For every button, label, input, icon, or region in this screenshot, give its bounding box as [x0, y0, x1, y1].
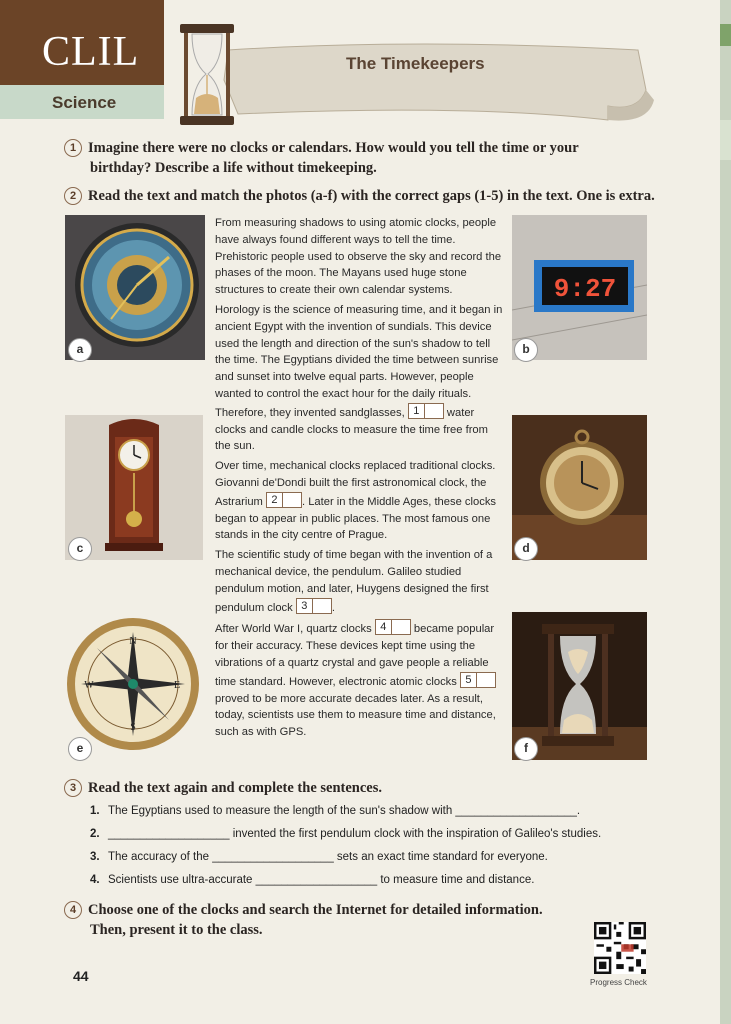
question-1	[64, 138, 664, 158]
question-text: Choose one of the clocks and search the Internet for detailed information.	[88, 902, 543, 918]
question-text: Read the text again and complete the sentences.	[88, 780, 382, 796]
question-4-line-2: Then, present it to the class.	[90, 922, 263, 938]
answer-gap-2[interactable]: 2	[266, 492, 302, 508]
answer-gap-1[interactable]: 1	[408, 403, 444, 419]
photo-label-d: d	[514, 537, 538, 561]
reading-text	[215, 215, 505, 744]
question-text: Imagine there were no clocks or calendars. How would you tell the time or your	[88, 140, 579, 156]
photo-label-b: b	[514, 338, 538, 362]
photo-digital-clock	[512, 215, 647, 360]
svg-text:E: E	[173, 680, 181, 691]
answer-gap-5[interactable]: 5	[460, 672, 496, 688]
svg-text:W: W	[84, 680, 94, 691]
page-edge	[720, 0, 731, 1024]
answer-gap-3[interactable]: 3	[296, 598, 332, 614]
question-1-line-2: birthday? Describe a life without timekeeping.	[90, 160, 377, 176]
reading-paragraph-4: The scientific study of time began with the invention of a mechanical device, the pendulum. Galileo studied pendulum motion, and later, Huygens designed the first pendulum clock 3 .	[215, 549, 493, 614]
subject-label: Science	[52, 93, 117, 112]
reading-paragraph-1: From measuring shadows to using atomic clocks, people have always found different ways to tell the time. Prehistoric people used to observe the sky and record the phases of the moon. The Mayans used huge stone structures to create their own calendar systems.	[215, 217, 502, 297]
page-number: 44	[73, 968, 89, 984]
digital-clock-time: 9:27	[553, 274, 617, 304]
photo-label-e: e	[68, 737, 92, 761]
title-banner	[168, 20, 668, 130]
question-number: 4	[64, 901, 82, 919]
sentence-1[interactable]: 1. The Egyptians used to measure the length of the sun's shadow with ___________________.	[90, 805, 581, 817]
question-3	[64, 778, 664, 798]
page-title: The Timekeepers	[346, 54, 485, 73]
qr-code-icon[interactable]	[594, 922, 646, 974]
question-number: 1	[64, 139, 82, 157]
reading-paragraph-5: After World War I, quartz clocks 4 became popular for their accuracy. These devices kept time using the vibrations of a quartz crystal and gave people a reliable time standard. However, electronic atomic clocks 5 proved to be more accurate decades later. As a result, today, scientists use them to measure time and distance, such as with GPS.	[215, 621, 496, 739]
svg-text:S: S	[130, 722, 136, 733]
reading-paragraph-2: Horology is the science of measuring time, and it began in ancient Egypt with the invention of sundials. This device used the length and direction of the sun's shadow to tell the time. The Egyptians divided the time between sunrise and sunset into twelve equal parts. However, people wanted to control the exact hour for the daily rituals. Therefore, they invented sandglasses, 1 water clocks and candle clocks to measure the time free from the sun.	[215, 303, 503, 453]
reading-paragraph-3: Over time, mechanical clocks replaced traditional clocks. Giovanni de'Dondi built the first astronomical clock, the Astrarium 2 . Later in the Middle Ages, these clocks began to appear in public places. The most famous one stands in the city centre of Prague.	[215, 460, 497, 542]
answer-gap-4[interactable]: 4	[375, 619, 411, 635]
question-number: 2	[64, 187, 82, 205]
question-text: Read the text and match the photos (a-f) with the correct gaps (1-5) in the text. One is extra.	[88, 188, 655, 204]
svg-text:N: N	[129, 636, 137, 647]
question-number: 3	[64, 779, 82, 797]
qr-code-label: Progress Check	[590, 978, 647, 987]
sentence-2[interactable]: 2. ___________________ invented the first pendulum clock with the inspiration of Galileo's studies.	[90, 828, 602, 840]
sentence-4[interactable]: 4. Scientists use ultra-accurate ___________________ to measure time and distance.	[90, 874, 535, 886]
photo-label-c: c	[68, 537, 92, 561]
photo-astronomical-clock	[65, 215, 205, 360]
clil-label: CLIL	[42, 29, 140, 75]
photo-label-f: f	[514, 737, 538, 761]
sentence-3[interactable]: 3. The accuracy of the ___________________ sets an exact time standard for everyone.	[90, 851, 548, 863]
photo-label-a: a	[68, 338, 92, 362]
question-4	[64, 900, 624, 920]
question-2	[64, 186, 704, 206]
